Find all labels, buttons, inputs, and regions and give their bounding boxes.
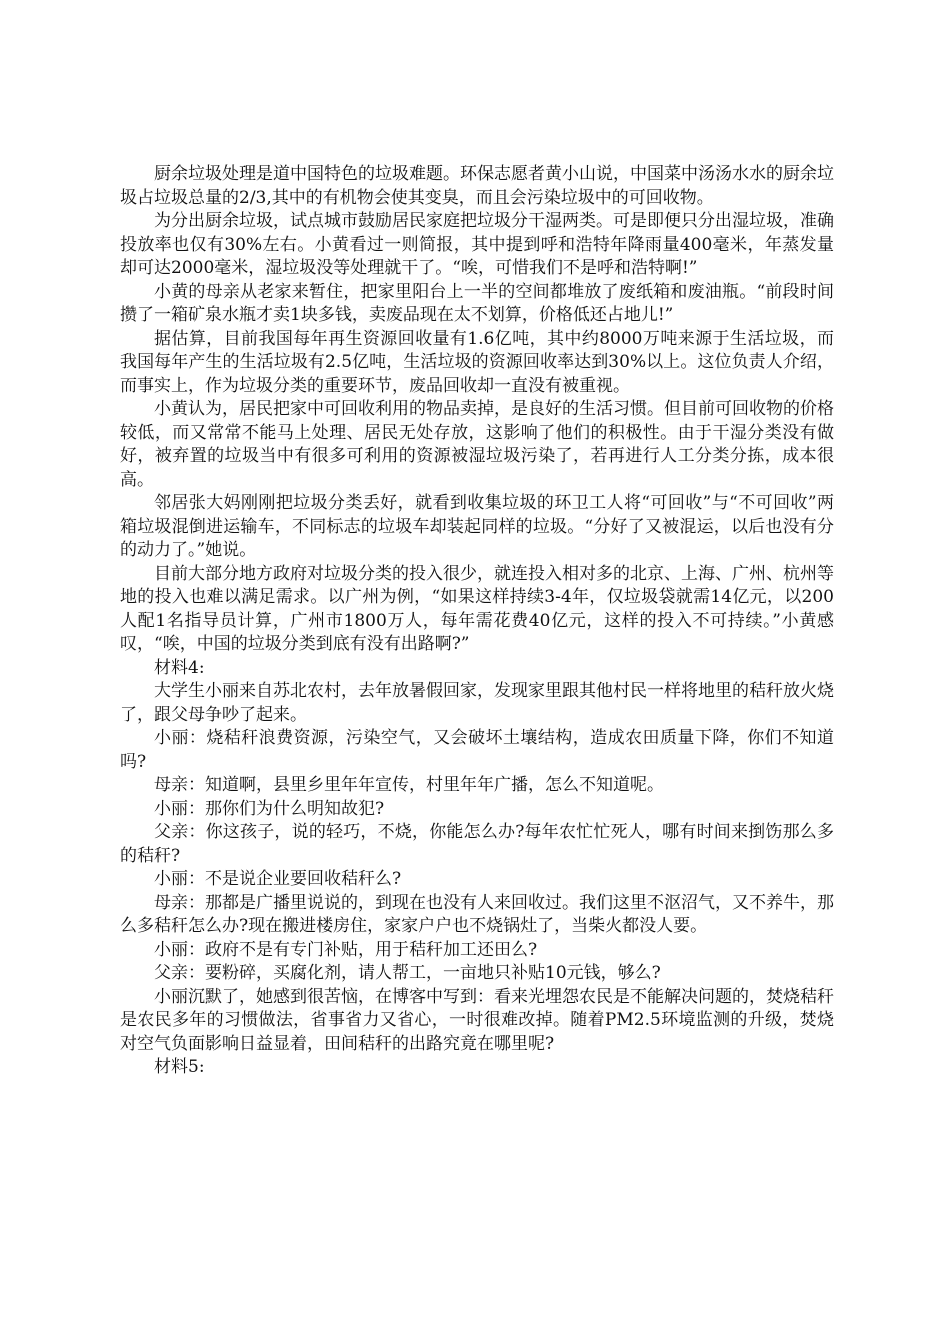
dialogue-line: 母亲：那都是广播里说说的，到现在也没有人来回收过。我们这里不沤沼气，又不养牛，那么多秸秆怎么办?现在搬进楼房住，家家户户也不烧锅灶了，当柴火都没人要。	[120, 892, 834, 936]
dialogue-line: 小丽：那你们为什么明知故犯?	[154, 798, 385, 819]
paragraph: 大学生小丽来自苏北农村，去年放暑假回家，发现家里跟其他村民一样将地里的秸秆放火烧了，跟父母争吵了起来。	[120, 681, 834, 725]
section-label-material-5: 材料5:	[154, 1057, 205, 1077]
dialogue-line: 小丽：政府不是有专门补贴，用于秸秆加工还田么?	[154, 939, 538, 960]
dialogue-line: 父亲：要粉碎，买腐化剂，请人帮工，一亩地只补贴10元钱，够么?	[154, 963, 661, 983]
section-label-material-4: 材料4:	[154, 657, 205, 678]
paragraph: 厨余垃圾处理是道中国特色的垃圾难题。环保志愿者黄小山说，中国菜中汤汤水水的厨余垃圾占垃圾总量的2/3,其中的有机物会使其变臭，而且会污染垃圾中的可回收物。	[120, 164, 834, 208]
paragraph: 据估算，目前我国每年再生资源回收量有1.6亿吨，其中约8000万吨来源于生活垃圾，而我国每年产生的生活垃圾有2.5亿吨，生活垃圾的资源回收率达到30%以上。这位负责人介绍，而事实上，作为垃圾分类的重要环节，废品回收却一直没有被重视。	[120, 328, 834, 396]
document-body	[120, 163, 834, 1080]
dialogue-line: 小丽：烧秸秆浪费资源，污染空气，又会破坏土壤结构，造成农田质量下降，你们不知道吗?	[120, 728, 834, 772]
paragraph: 为分出厨余垃圾，试点城市鼓励居民家庭把垃圾分干湿两类。可是即便只分出湿垃圾，准确投放率也仅有30%左右。小黄看过一则简报，其中提到呼和浩特年降雨量400毫米，年蒸发量却可达2000毫米，湿垃圾没等处理就干了。“唉，可惜我们不是呼和浩特啊!”	[120, 211, 834, 278]
paragraph: 目前大部分地方政府对垃圾分类的投入很少，就连投入相对多的北京、上海、广州、杭州等地的投入也难以满足需求。以广州为例，“如果这样持续3-4年，仅垃圾袋就需14亿元，以200人配1名指导员计算，广州市1800万人，每年需花费40亿元，这样的投入不可持续。”小黄感叹，“唉，中国的垃圾分类到底有没有出路啊?”	[120, 563, 834, 654]
paragraph: 小丽沉默了，她感到很苦恼，在博客中写到：看来光埋怨农民是不能解决问题的，焚烧秸秆是农民多年的习惯做法，省事省力又省心，一时很难改掉。随着PM2.5环境监测的升级，焚烧对空气负面影响日益显着，田间秸秆的出路究竟在哪里呢?	[120, 986, 834, 1054]
dialogue-line: 父亲：你这孩子，说的轻巧，不烧，你能怎么办?每年农忙忙死人，哪有时间来捯饬那么多的秸秆?	[120, 822, 834, 866]
paragraph: 邻居张大妈刚刚把垃圾分类丢好，就看到收集垃圾的环卫工人将“可回收”与“不可回收”两箱垃圾混倒进运输车，不同标志的垃圾车却装起同样的垃圾。“分好了又被混运，以后也没有分的动力了。”她说。	[120, 493, 834, 560]
dialogue-line: 母亲：知道啊，县里乡里年年宣传，村里年年广播，怎么不知道呢。	[154, 775, 664, 795]
paragraph: 小黄的母亲从老家来暂住，把家里阳台上一半的空间都堆放了废纸箱和废油瓶。“前段时间攒了一箱矿泉水瓶才卖1块多钱，卖废品现在太不划算，价格低还占地儿!”	[120, 281, 834, 325]
dialogue-line: 小丽：不是说企业要回收秸秆么?	[154, 869, 402, 889]
paragraph: 小黄认为，居民把家中可回收利用的物品卖掉，是良好的生活习惯。但目前可回收物的价格较低，而又常常不能马上处理、居民无处存放，这影响了他们的积极性。由于干湿分类没有做好，被弃置的垃圾当中有很多可利用的资源被湿垃圾污染了，若再进行人工分类分拣，成本很高。	[120, 399, 834, 490]
